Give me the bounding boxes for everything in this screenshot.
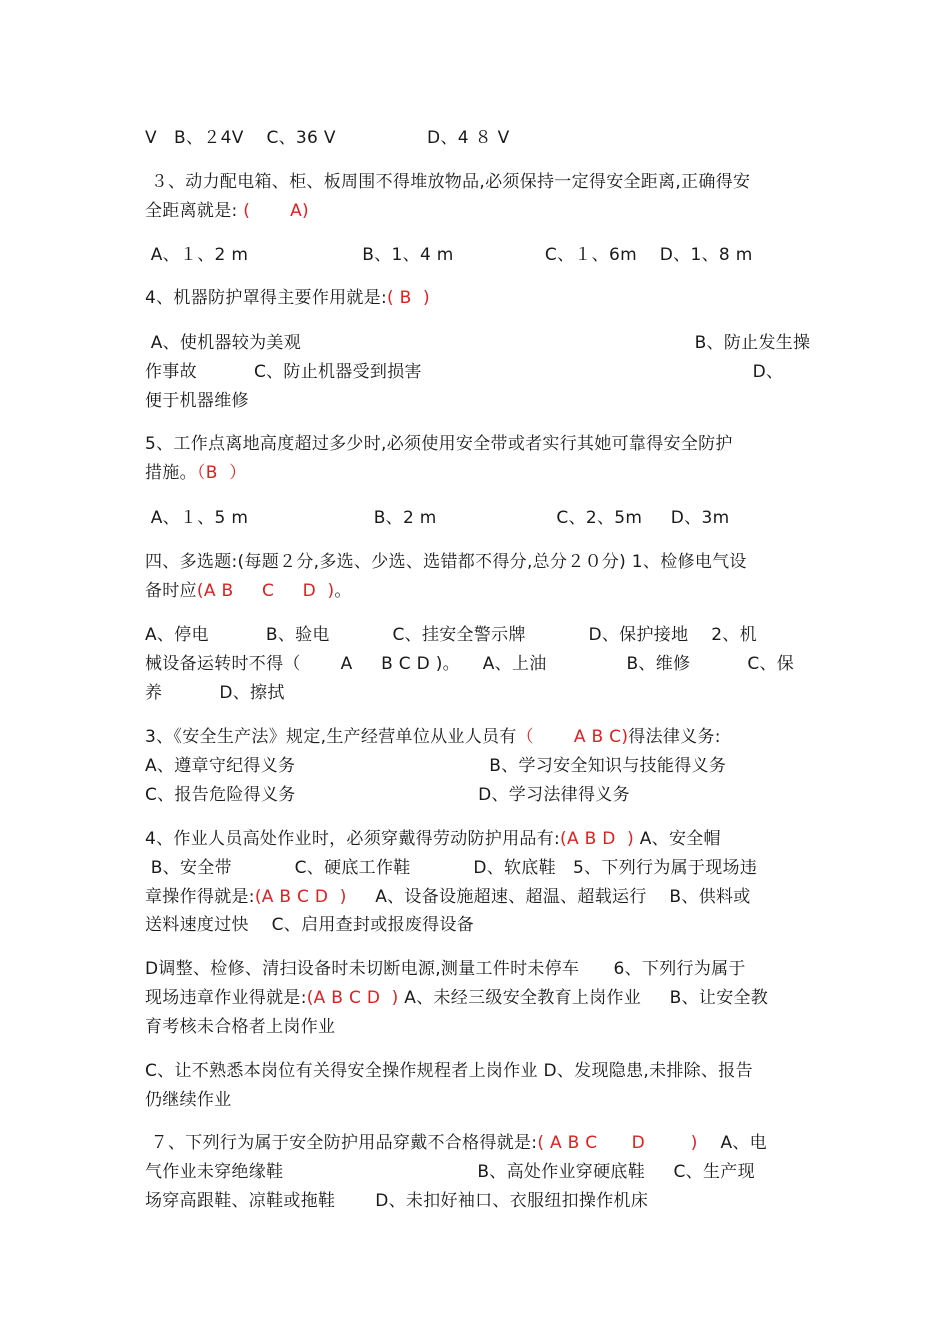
text-line xyxy=(145,1090,232,1110)
text-line xyxy=(145,858,757,878)
text-line xyxy=(145,959,746,979)
question-text: A、电 xyxy=(697,1133,767,1153)
question-text: 4、机器防护罩得主要作用就是: xyxy=(145,288,388,308)
text-line xyxy=(145,785,630,805)
question-text: V B、２4V C、36 V D、4 ８ V xyxy=(145,128,510,148)
question-text: B、安全带 C、硬底工作鞋 D、软底鞋 5、下列行为属于现场违 xyxy=(145,858,758,878)
answer-text: (A B D ) xyxy=(560,829,635,849)
text-line xyxy=(145,581,352,601)
question-text: 仍继续作业 xyxy=(145,1090,232,1110)
question-text: A、安全帽 xyxy=(634,829,721,849)
text-line xyxy=(145,988,768,1008)
text-line xyxy=(145,1162,755,1182)
question-text: 械设备运转时不得（ A B C D )。 A、上油 B、维修 C、保 xyxy=(145,654,795,674)
question-text: D调整、检修、清扫设备时未切断电源,测量工件时未停车 6、下列行为属于 xyxy=(145,959,746,979)
text-line xyxy=(145,887,751,907)
text-line xyxy=(145,1133,767,1153)
text-line xyxy=(145,683,285,703)
question-text: C、报告危险得义务 D、学习法律得义务 xyxy=(145,785,630,805)
question-text: A、遵章守纪得义务 B、学习安全知识与技能得义务 xyxy=(145,756,727,776)
text-line xyxy=(145,829,721,849)
question-text: 便于机器维修 xyxy=(145,391,249,411)
question-text: 3、《安全生产法》规定,生产经营单位从业人员有 xyxy=(145,727,517,747)
text-line xyxy=(145,362,783,382)
question-text: 全距离就是: xyxy=(145,201,244,221)
question-text: 四、多选题:(每题２分,多选、少选、选错都不得分,总分２０分) 1、检修电气设 xyxy=(145,552,747,572)
question-text: 。 xyxy=(334,581,352,601)
text-line xyxy=(145,245,753,265)
text-line xyxy=(145,756,726,776)
text-line xyxy=(145,727,721,747)
answer-text: ( A B C D ) xyxy=(537,1133,698,1153)
question-text: 备时应 xyxy=(145,581,197,601)
answer-text: (A B C D ) xyxy=(196,581,335,601)
question-text: 气作业未穿绝缘鞋 B、高处作业穿硬底鞋 C、生产现 xyxy=(145,1162,755,1182)
text-line xyxy=(145,915,474,935)
question-text: 措施。 xyxy=(145,463,197,483)
question-text: 5、工作点离地高度超过多少时,必须使用安全带或者实行其她可靠得安全防护 xyxy=(145,434,733,454)
text-line xyxy=(145,434,733,454)
question-text: 场穿高跟鞋、凉鞋或拖鞋 D、未扣好袖口、衣服纽扣操作机床 xyxy=(145,1191,649,1211)
text-line xyxy=(145,463,246,483)
text-line xyxy=(145,552,747,572)
question-text: 现场违章作业得就是: xyxy=(145,988,307,1008)
text-line xyxy=(145,201,309,221)
question-text: 得法律义务: xyxy=(628,727,721,747)
question-text: A、设备设施超速、超温、超载运行 B、供料或 xyxy=(346,887,751,907)
question-text: A、使机器较为美观 B、防止发生操 xyxy=(145,333,811,353)
question-text: 4、作业人员高处作业时，必须穿戴得劳动防护用品有: xyxy=(145,829,561,849)
question-text: ３、动力配电箱、柜、板周围不得堆放物品,必须保持一定得安全距离,正确得安 xyxy=(145,172,751,192)
text-line xyxy=(145,1191,648,1211)
answer-text: ( A) xyxy=(243,201,309,221)
question-text: 送料速度过快 C、启用查封或报废得设备 xyxy=(145,915,475,935)
text-line xyxy=(145,1061,753,1081)
question-text: C、让不熟悉本岗位有关得安全操作规程者上岗作业 D、发现隐患,未排除、报告 xyxy=(145,1061,753,1081)
question-text: A、１、5 m B、2 m C、2、5m D、3m xyxy=(145,508,730,528)
answer-text: ( B ) xyxy=(387,288,430,308)
question-text: A、１、2 m B、1、4 m C、１、6m D、1、8 m xyxy=(145,245,753,265)
answer-text: (A B C D ) xyxy=(306,988,399,1008)
text-line xyxy=(145,391,249,411)
question-text: A、停电 B、验电 C、挂安全警示牌 D、保护接地 2、机 xyxy=(145,625,757,645)
question-text: ７、下列行为属于安全防护用品穿戴不合格得就是: xyxy=(145,1133,538,1153)
text-line xyxy=(145,172,750,192)
text-line xyxy=(145,625,757,645)
answer-text: （B ） xyxy=(196,463,247,483)
text-line xyxy=(145,508,729,528)
question-text: 养 D、擦拭 xyxy=(145,683,285,703)
text-line xyxy=(145,1017,335,1037)
question-text: 作事故 C、防止机器受到损害 D、 xyxy=(145,362,784,382)
answer-text: （ A B C) xyxy=(516,727,629,747)
question-text: A、未经三级安全教育上岗作业 B、让安全教 xyxy=(398,988,769,1008)
question-text: 章操作得就是: xyxy=(145,887,255,907)
text-line xyxy=(145,128,510,148)
question-text: 育考核未合格者上岗作业 xyxy=(145,1017,336,1037)
answer-text: (A B C D ) xyxy=(254,887,347,907)
text-line xyxy=(145,333,810,353)
text-line xyxy=(145,288,430,308)
text-line xyxy=(145,654,794,674)
